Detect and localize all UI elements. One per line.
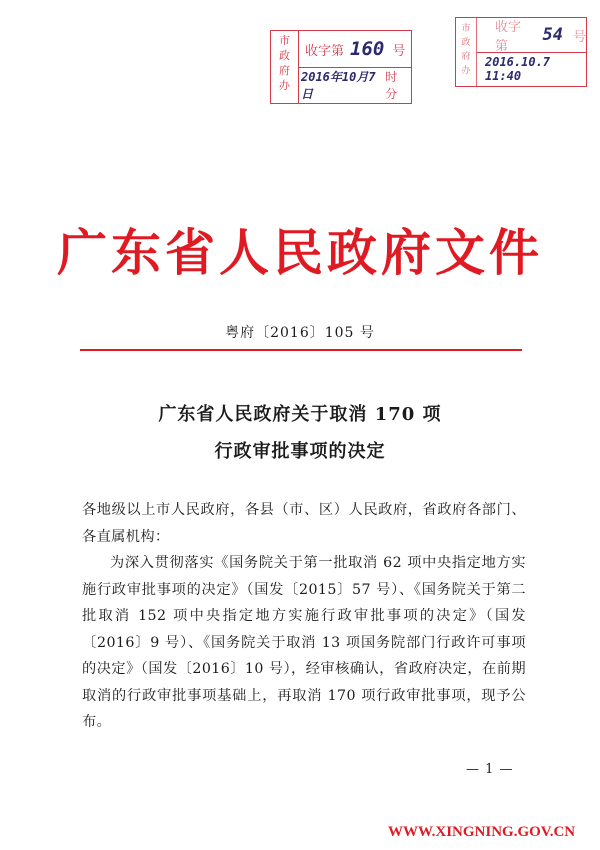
document-title-line-1: 广东省人民政府关于取消 170 项 [158,404,442,425]
stamp-date-row [477,52,586,86]
document-body [82,497,526,736]
handwritten-date: 2016年10月7日 [301,70,376,101]
page-number: — 1 — [466,762,514,777]
stamp-org-column: 市 政 府 办 [271,31,299,103]
handwritten-number: 54 [542,25,563,45]
document-masthead: 广东省人民政府文件 [57,224,543,282]
document-number: 粤府〔2016〕105 号 [225,325,375,341]
stamp-date-row: 2016年10月7日 时 分 [301,70,398,101]
stamp-org-column: 市 政 府 办 [456,18,477,86]
red-divider-line [80,349,522,351]
salutation: 各地级以上市人民政府，各县（市、区）人民政府，省政府各部门、各直属机构： [82,502,526,545]
handwritten-number: 160 [350,38,385,60]
handwritten-datetime: 2016.10.7 11:40 [485,55,551,83]
receipt-stamp-secondary [455,17,587,87]
website-watermark: WWW.XINGNING.GOV.CN [388,824,576,840]
stamp-number-row: 收字第 160 号 [299,31,411,68]
body-paragraph: 为深入贯彻落实《国务院关于第一批取消 62 项中央指定地方实施行政审批事项的决定》（国发〔2015〕57 号）、《国务院关于第二批取消 152 项中央指定地方实施行政审批事项的决定》（国发〔2016〕9 号）、《国务院关于取消 13 项国务院部门行政许可事项的决定》（国发〔2016〕10 号），经审核确认，省政府决定，在前期取消的行政审批事项基础上，再取消 170 项行政审批事项，现予公布。 [82,555,526,730]
document-title-line-2: 行政审批事项的决定 [214,441,386,462]
receipt-stamp [270,30,412,104]
stamp-number-row: 收字第 54 号 [477,18,586,53]
